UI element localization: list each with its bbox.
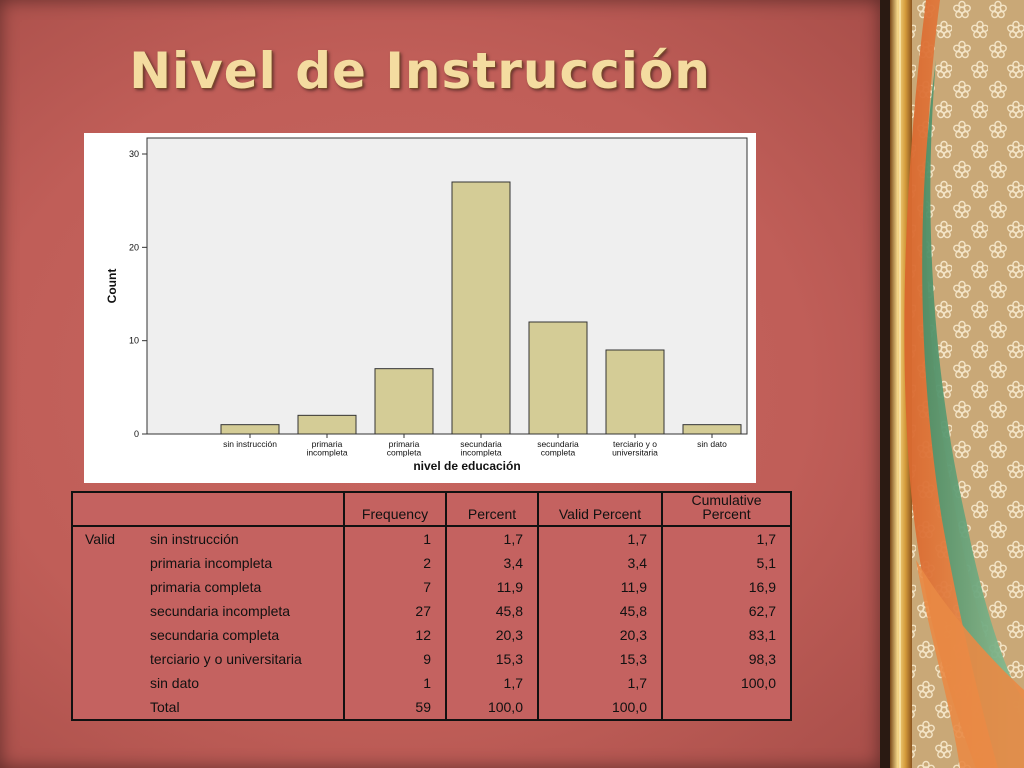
cell-valid-percent: 100,0 [538,695,662,720]
table-header-row [72,492,791,526]
table-row [72,599,791,623]
row-label-cell [72,526,344,551]
x-tick-label: sin instrucción [223,439,277,449]
row-label-cell [72,695,344,720]
y-tick-label: 30 [128,149,139,159]
frequency-table [71,491,792,721]
x-axis-label: nivel de educación [413,459,521,473]
header-blank [72,492,344,526]
table-row [72,551,791,575]
cell-valid-percent: 45,8 [538,599,662,623]
row-label-cell [72,647,344,671]
bar [298,415,356,434]
cell-valid-percent: 15,3 [538,647,662,671]
table-row [72,623,791,647]
cell-percent: 11,9 [446,575,538,599]
x-tick-label: terciario y o [613,439,657,449]
row-label: primaria incompleta [150,555,273,571]
y-tick-label: 20 [128,242,139,253]
x-tick-label: primaria [311,439,343,449]
cell-valid-percent: 1,7 [538,526,662,551]
cell-percent: 1,7 [446,526,538,551]
table-row [72,647,791,671]
slide-title: Nivel de Instrucción [129,42,711,100]
cell-frequency: 59 [344,695,446,720]
cell-percent: 45,8 [446,599,538,623]
cell-percent: 100,0 [446,695,538,720]
cell-valid-percent: 20,3 [538,623,662,647]
x-tick-label: sin dato [697,439,727,449]
cell-frequency: 9 [344,647,446,671]
cell-frequency: 1 [344,526,446,551]
cell-frequency: 7 [344,575,446,599]
bar [221,425,279,434]
cell-cumulative-percent: 62,7 [662,599,791,623]
bar [683,425,741,434]
x-tick-label: completa [386,447,422,458]
bar [452,182,510,434]
x-tick-label: incompleta [306,447,348,458]
chart-panel [84,133,756,483]
cell-cumulative-percent: 16,9 [662,575,791,599]
cell-cumulative-percent: 83,1 [662,623,791,647]
row-label-cell [72,575,344,599]
header-text: Percent [702,506,751,522]
cell-percent: 1,7 [446,671,538,695]
header-percent [446,492,538,526]
x-tick-label: secundaria [460,439,502,449]
row-label: secundaria incompleta [150,603,291,619]
row-label-cell [72,599,344,623]
header-frequency [344,492,446,526]
bar [606,350,664,434]
row-label: Total [150,699,180,715]
row-label-cell [72,671,344,695]
header-cumulative-percent [662,492,791,526]
cell-percent: 3,4 [446,551,538,575]
bar-chart [84,133,756,483]
table-row [72,575,791,599]
row-label: sin dato [150,675,200,691]
cell-valid-percent: 11,9 [538,575,662,599]
group-label: Valid [85,531,116,547]
cell-cumulative-percent: 98,3 [662,647,791,671]
cell-cumulative-percent: 100,0 [662,671,791,695]
cell-cumulative-percent: 1,7 [662,526,791,551]
y-tick-label: 10 [128,335,139,346]
table-row [72,695,791,720]
header-text: Percent [467,506,517,522]
row-label: primaria completa [150,579,262,595]
cell-cumulative-percent: 5,1 [662,551,791,575]
table-row [72,526,791,551]
x-tick-label: completa [540,447,576,458]
cell-percent: 20,3 [446,623,538,647]
y-tick-label: 0 [133,429,139,439]
cell-frequency: 27 [344,599,446,623]
row-label-cell [72,551,344,575]
table-row [72,671,791,695]
cell-valid-percent: 1,7 [538,671,662,695]
header-text: Frequency [361,506,429,522]
header-valid-percent [538,492,662,526]
bar [375,369,433,434]
cell-frequency: 12 [344,623,446,647]
row-label: sin instrucción [150,531,239,547]
cell-valid-percent: 3,4 [538,551,662,575]
cell-percent: 15,3 [446,647,538,671]
x-tick-label: incompleta [460,447,502,458]
bar [529,322,587,434]
row-label: terciario y o universitaria [150,651,302,667]
header-text: Cumulative [691,492,762,508]
cell-frequency: 1 [344,671,446,695]
cell-cumulative-percent [662,695,791,720]
x-tick-label: universitaria [612,447,658,458]
cell-frequency: 2 [344,551,446,575]
row-label: secundaria completa [150,627,280,643]
header-text: Valid Percent [558,506,642,522]
x-tick-label: primaria [388,439,420,449]
y-axis-label: Count [105,268,119,304]
x-tick-label: secundaria [537,439,579,449]
row-label-cell [72,623,344,647]
decorative-border [880,0,1024,768]
